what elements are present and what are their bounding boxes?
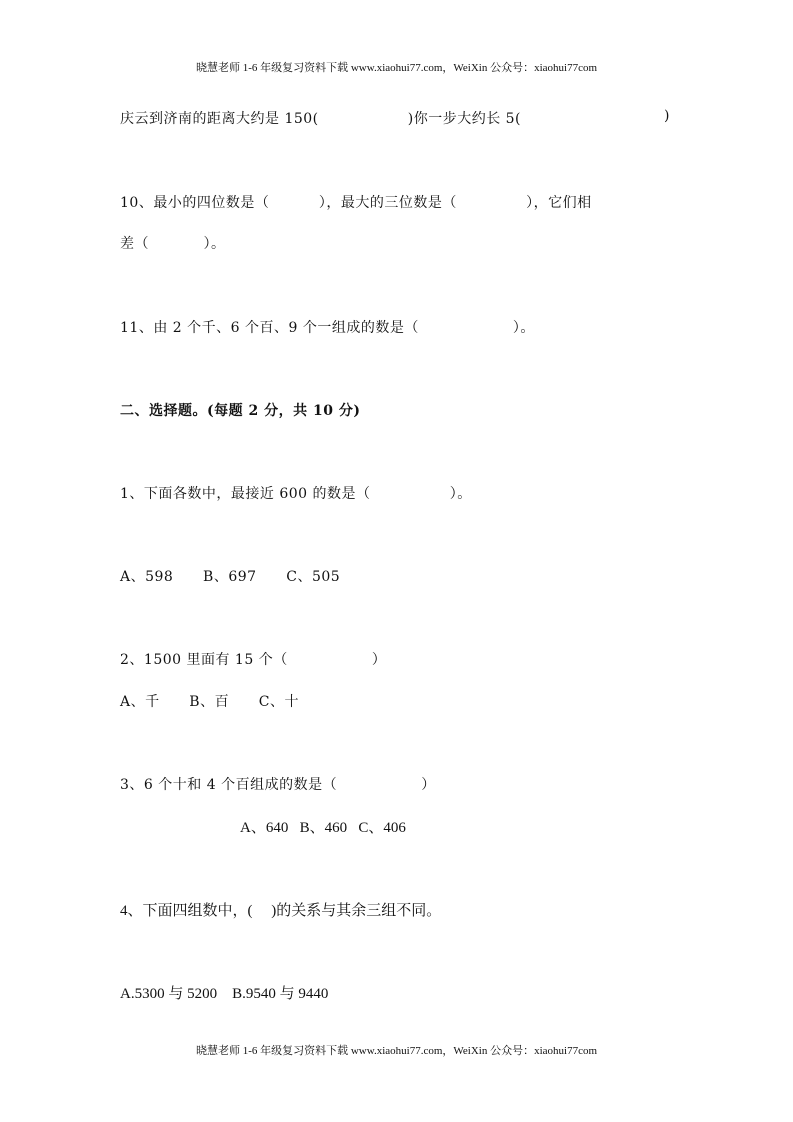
question-10-line-2: 差（ ）。	[120, 236, 226, 252]
choice-1-question: 1、下面各数中，最接近 600 的数是（ ）。	[120, 486, 472, 502]
page-header: 晓慧老师 1-6 年级复习资料下载 www.xiaohui77.com，WeiXin 公众号：xiaohui77com	[195, 62, 598, 74]
question-distance-bracket: )	[664, 108, 670, 124]
choice-4-question: 4、下面四组数中，( )的关系与其余三组不同。	[120, 903, 442, 919]
question-distance: 庆云到济南的距离大约是 150( )你一步大约长 5(	[120, 111, 522, 127]
choice-1-options: A、598 B、697 C、505	[120, 569, 341, 585]
section-2-title: 二、选择题。(每题 2 分，共 10 分)	[120, 403, 361, 419]
question-11: 11、由 2 个千、6 个百、9 个一组成的数是（ ）。	[120, 320, 535, 336]
choice-2-options: A、千 B、百 C、十	[120, 694, 300, 710]
choice-3-question: 3、6 个十和 4 个百组成的数是（ ）	[120, 777, 436, 793]
choice-3-options: A、640 B、460 C、406	[240, 820, 406, 836]
question-10-line-1: 10、最小的四位数是（ ），最大的三位数是（ ），它们相	[120, 195, 592, 211]
page-footer: 晓慧老师 1-6 年级复习资料下载 www.xiaohui77.com，WeiXin 公众号：xiaohui77com	[195, 1045, 598, 1057]
choice-2-question: 2、1500 里面有 15 个（ ）	[120, 652, 387, 668]
choice-4-options: A.5300 与 5200 B.9540 与 9440	[120, 986, 329, 1002]
